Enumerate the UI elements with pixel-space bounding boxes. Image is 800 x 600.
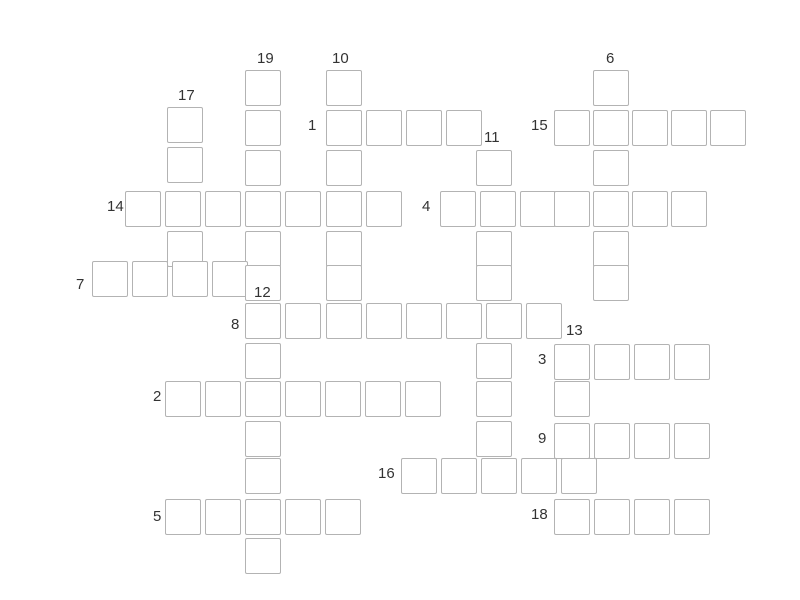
crossword-cell[interactable] [245,150,281,186]
crossword-cell[interactable] [710,110,746,146]
crossword-cell[interactable] [593,265,629,301]
crossword-cell[interactable] [554,499,590,535]
crossword-cell[interactable] [632,191,668,227]
crossword-cell[interactable] [167,147,203,183]
clue-number-11: 11 [484,129,500,146]
crossword-cell[interactable] [554,344,590,380]
crossword-cell[interactable] [593,70,629,106]
crossword-cell[interactable] [365,381,401,417]
crossword-cell[interactable] [245,538,281,574]
crossword-cell[interactable] [594,423,630,459]
crossword-cell[interactable] [132,261,168,297]
clue-number-10: 10 [332,50,349,67]
clue-number-15: 15 [531,117,548,134]
crossword-cell[interactable] [245,343,281,379]
crossword-cell[interactable] [245,421,281,457]
crossword-cell[interactable] [205,191,241,227]
crossword-cell[interactable] [441,458,477,494]
crossword-cell[interactable] [326,231,362,267]
clue-number-13: 13 [566,322,583,339]
crossword-cell[interactable] [476,343,512,379]
crossword-cell[interactable] [526,303,562,339]
crossword-cell[interactable] [554,381,590,417]
crossword-cell[interactable] [593,231,629,267]
clue-number-7: 7 [76,276,85,293]
clue-number-14: 14 [107,198,124,215]
crossword-cell[interactable] [245,303,281,339]
crossword-cell[interactable] [476,150,512,186]
crossword-cell[interactable] [476,231,512,267]
clue-number-3: 3 [538,351,547,368]
crossword-cell[interactable] [671,110,707,146]
crossword-cell[interactable] [165,381,201,417]
crossword-cell[interactable] [326,110,362,146]
clue-number-16: 16 [378,465,395,482]
crossword-cell[interactable] [285,191,321,227]
crossword-cell[interactable] [245,458,281,494]
crossword-cell[interactable] [486,303,522,339]
crossword-cell[interactable] [366,303,402,339]
crossword-cell[interactable] [634,344,670,380]
crossword-cell[interactable] [446,303,482,339]
crossword-cell[interactable] [406,303,442,339]
crossword-cell[interactable] [476,381,512,417]
crossword-cell[interactable] [561,458,597,494]
crossword-cell[interactable] [593,191,629,227]
crossword-cell[interactable] [674,499,710,535]
clue-number-17: 17 [178,87,195,104]
crossword-cell[interactable] [521,458,557,494]
crossword-cell[interactable] [125,191,161,227]
crossword-cell[interactable] [480,191,516,227]
crossword-cell[interactable] [476,421,512,457]
crossword-cell[interactable] [594,499,630,535]
crossword-cell[interactable] [446,110,482,146]
crossword-cell[interactable] [594,344,630,380]
crossword-cell[interactable] [165,191,201,227]
clue-number-4: 4 [422,198,431,215]
crossword-cell[interactable] [285,499,321,535]
crossword-cell[interactable] [674,344,710,380]
crossword-cell[interactable] [325,499,361,535]
crossword-cell[interactable] [205,381,241,417]
crossword-cell[interactable] [245,381,281,417]
crossword-cell[interactable] [634,423,670,459]
crossword-cell[interactable] [476,265,512,301]
crossword-cell[interactable] [406,110,442,146]
crossword-cell[interactable] [481,458,517,494]
clue-number-1: 1 [308,117,317,134]
crossword-cell[interactable] [593,110,629,146]
clue-number-19: 19 [257,50,274,67]
clue-number-6: 6 [606,50,615,67]
clue-number-5: 5 [153,508,162,525]
crossword-cell[interactable] [326,70,362,106]
clue-number-9: 9 [538,430,547,447]
crossword-cell[interactable] [440,191,476,227]
crossword-cell[interactable] [326,150,362,186]
crossword-cell[interactable] [554,191,590,227]
crossword-cell[interactable] [326,265,362,301]
crossword-cell[interactable] [554,423,590,459]
crossword-cell[interactable] [366,110,402,146]
crossword-cell[interactable] [401,458,437,494]
crossword-cell[interactable] [405,381,441,417]
crossword-cell[interactable] [245,110,281,146]
crossword-cell[interactable] [674,423,710,459]
clue-number-8: 8 [231,316,240,333]
clue-number-2: 2 [153,388,162,405]
crossword-cell[interactable] [285,303,321,339]
crossword-cell[interactable] [554,110,590,146]
crossword-cell[interactable] [245,70,281,106]
crossword-cell[interactable] [92,261,128,297]
crossword-cell[interactable] [326,191,362,227]
crossword-cell[interactable] [325,381,361,417]
crossword-cell[interactable] [172,261,208,297]
crossword-cell[interactable] [326,303,362,339]
crossword-cell[interactable] [205,499,241,535]
crossword-cell[interactable] [285,381,321,417]
crossword-cell[interactable] [245,231,281,267]
crossword-cell[interactable] [634,499,670,535]
crossword-cell[interactable] [671,191,707,227]
clue-number-12: 12 [254,284,271,301]
crossword-cell[interactable] [212,261,248,297]
crossword-cell[interactable] [632,110,668,146]
crossword-cell[interactable] [245,191,281,227]
clue-number-18: 18 [531,506,548,523]
crossword-cell[interactable] [366,191,402,227]
crossword-cell[interactable] [165,499,201,535]
crossword-cell[interactable] [245,499,281,535]
crossword-cell[interactable] [520,191,556,227]
crossword-cell[interactable] [167,107,203,143]
crossword-cell[interactable] [593,150,629,186]
